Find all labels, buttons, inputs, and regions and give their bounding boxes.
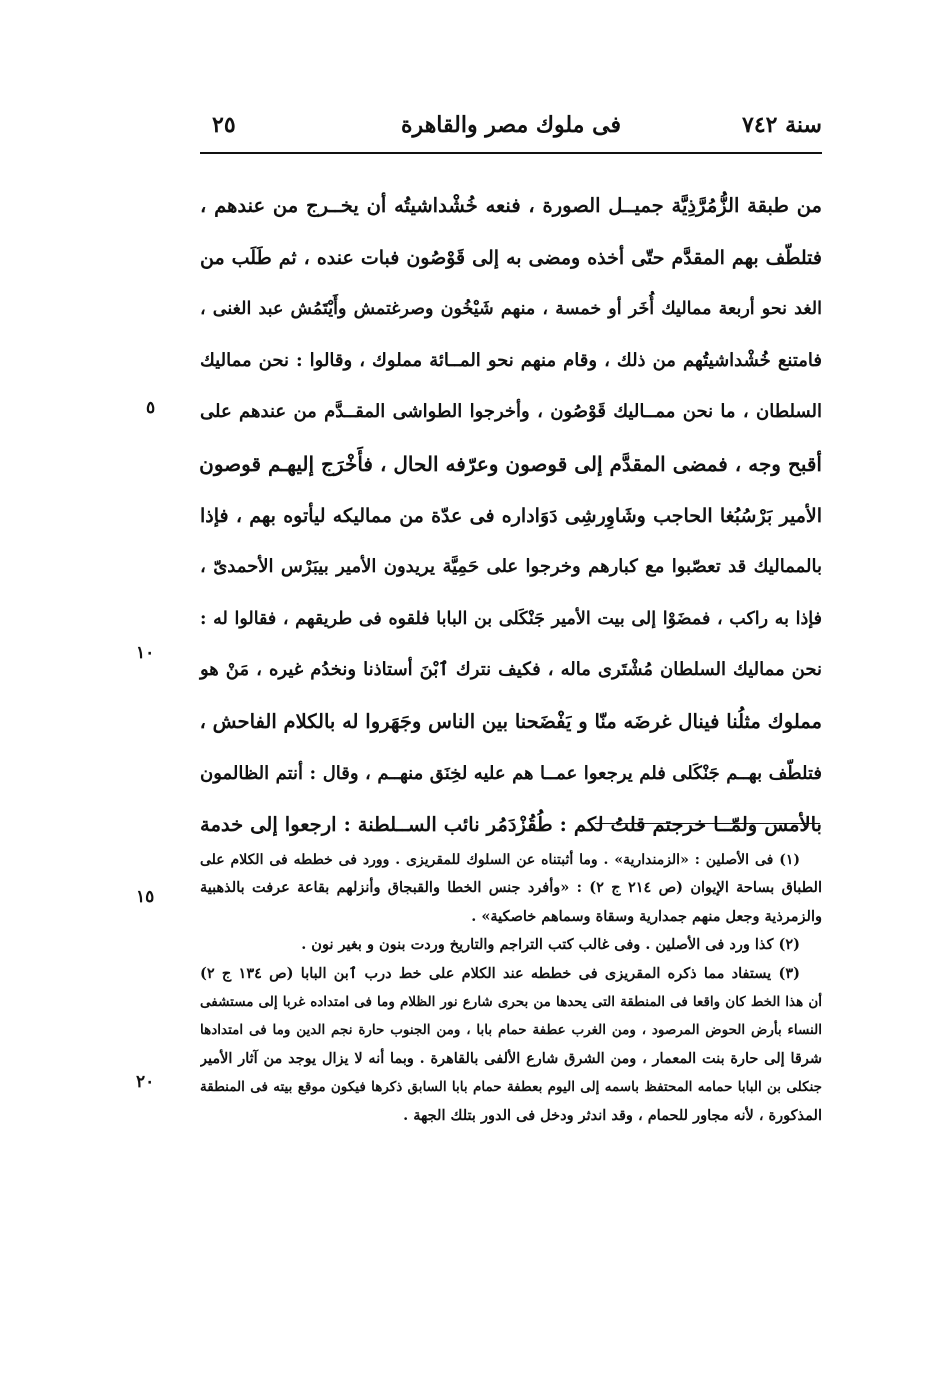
footnote-line: الطباق بساحة الإيوان (ص ٢١٤ ج ٢) : «وأفرد جنس الخطا والقبجاق وأنزلهم بقاعة عرفت بالذهبية [200, 879, 822, 897]
text-line: مملوك مثلُنا فينال غرضَه منّا و يَفْضَحنا بين الناس وجَهَروا له بالكلام الفاحش ، [199, 709, 822, 733]
footnote-line: (٣) يستفاد مما ذكره المقريزى فى خططه عند الكلام على خط درب ٱبن البابا (ص ١٣٤ ج ٢) [200, 964, 800, 982]
text-line: الغد نحو أربعة مماليك أُخَر أو خمسة ، منهم شَيْخُون وصرغتمش وأَيْتَمُش عبد الغنى ، [200, 299, 822, 320]
text-line: الأمير بَرْسُبُغا الحاجب وشَاوِرشِى دَوَاداره فى عدّة من مماليكه ليأتوه بهم ، فإذا [200, 504, 822, 527]
text-line: نحن مماليك السلطان مُشْتَرى ماله ، فكيف نترك ٱبْنَ أستاذنا ونخدُم غيره ، مَنْ هو [200, 659, 822, 681]
footnote-line: جنكلى بن البابا حمامه المحتفظ باسمه إلى اليوم بعطفة حمام بابا السابق ذكرها فيكون موقع بيته فى المنطقة [200, 1079, 822, 1096]
line-number: ١٠ [136, 643, 155, 663]
footnote-line: شرقا إلى حارة بنت المعمار ، ومن الشرق شارع الألفى بالقاهرة . وبما أنه لا يزال يوجد من آثار الأمير [200, 1049, 822, 1067]
text-line: من طبقة الزُّمُرَّذِيَّة جميــل الصورة ، فنعه خُشْداشيتُه أن يخــرج من عندهم ، [200, 194, 822, 217]
text-line: فامتنع خُشْداشيتُهم من ذلك ، وقام منهم نحو المــائة مملوك ، وقالوا : نحن مماليك [200, 349, 822, 371]
text-line: بالمماليك قد تعصّبوا مع كبارهم وخرجوا على حَمِيَّة يريدون الأمير بيبَرْس الأحمدىّ ، [200, 556, 822, 578]
header-year: سنة ٧٤٢ [742, 112, 822, 138]
text-line: السلطان ، ما نحن ممــاليك قَوْصُون ، وأخرجوا الطواشى المقــدَّم من عندهم على [200, 401, 822, 423]
text-line: فتلطّف بهــم جَنْكَلى فلم يرجعوا عمــا هم عليه لخِنَق منهــم ، وقال : أنتم الظالمون [200, 762, 822, 784]
footnote-rule [595, 823, 820, 824]
footnote-line: المذكورة ، لأنه مجاور للحمام ، وقد اندثر ودخل فى الدور بتلك الجهة . [403, 1106, 822, 1124]
line-number: ١٥ [136, 887, 155, 907]
main-text [200, 186, 822, 857]
header-rule [200, 152, 822, 154]
text-line: بالأمس ولمّــا خرجتم قلتُ لكم : طُقُزْدَمُر نائب الســلطنة : ارجعوا إلى خدمة [200, 813, 822, 837]
line-number: ٢٠ [136, 1072, 155, 1092]
line-number: ٥ [146, 398, 156, 418]
footnotes [200, 846, 822, 1130]
footnote-line: والزمرذية وجعل منهم جمدارية وسقاة وسماهم خاصكية» . [471, 907, 822, 925]
footnote-line: (١) فى الأصلين : «الزمندارية» . وما أثبتناه عن السلوك للمقريزى . وورد فى خططه فى الكلام على [200, 852, 800, 868]
text-line: أقبح وجه ، فمضى المقدَّم إلى قوصون وعرّفه الحال ، فأَخْرَج إليهـم قوصون [199, 451, 822, 476]
text-line: فتلطّف بهم المقدَّم حتّى أخذه ومضى به إلى قَوْصُون فبات عنده ، ثم طَلَب من [200, 246, 822, 269]
page-number: ٢٥ [212, 112, 236, 138]
footnote-line: (٢) كذا ورد فى الأصلين . وفى غالب كتب التراجم والتاريخ وردت بنون و بغير نون . [301, 936, 800, 954]
text-line: فإذا به راكب ، فمضَوْا إلى بيت الأمير جَنْكَلى بن البابا فلقوه فى طريقهم ، فقالوا له : [200, 608, 822, 629]
running-header [200, 112, 822, 148]
footnote-line: أن هذا الخط كان واقعا فى المنطقة التى يحدها من بحرى شارع نور الظلام وما فى امتداده غربا إلى مستشفى [200, 993, 822, 1010]
footnote-line: النساء بأرض الحوض المرصود ، ومن الغرب عطفة حمام بابا ، ومن الجنوب حارة نجم الدين وما فى امتدادها [200, 1022, 822, 1039]
header-title: فى ملوك مصر والقاهرة [401, 112, 621, 138]
